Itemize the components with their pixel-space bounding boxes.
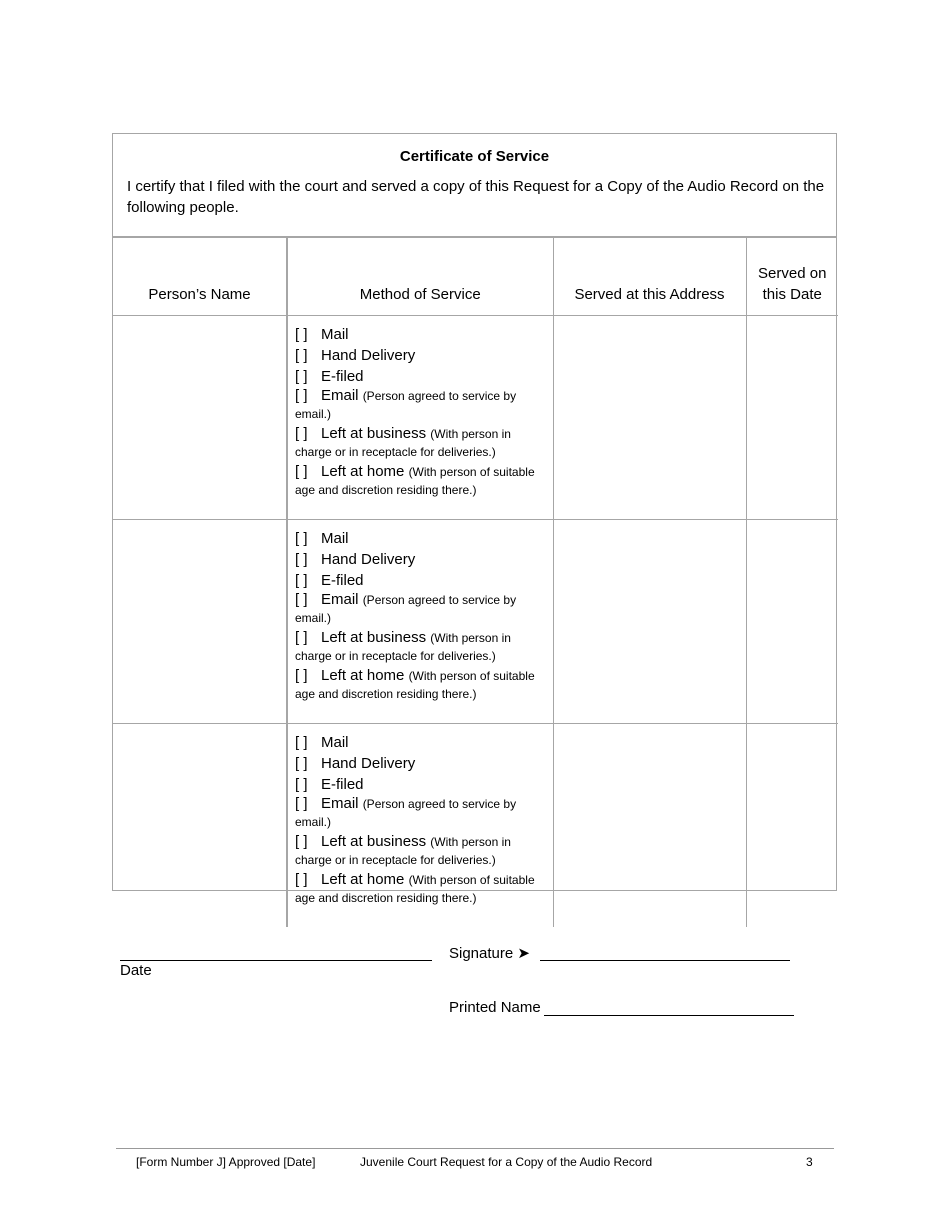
person-name-cell[interactable] [113, 316, 287, 520]
method-of-service-cell [287, 724, 553, 928]
option-email[interactable] [295, 591, 549, 627]
checkbox[interactable]: [ ] [295, 530, 308, 547]
option-label: Left at business [321, 425, 427, 442]
option-e-filed[interactable] [295, 570, 549, 591]
header-method-of-service: Method of Service [287, 238, 553, 316]
table-header-row [113, 238, 838, 316]
option-label: Email [321, 387, 359, 404]
option-label: E-filed [321, 572, 364, 589]
method-of-service-cell [287, 316, 553, 520]
option-note: (Person agreed to service by email.) [295, 797, 517, 829]
date-line[interactable] [120, 940, 432, 961]
signature-area [120, 940, 820, 1030]
option-hand-delivery[interactable] [295, 753, 549, 774]
served-date-cell[interactable] [746, 520, 838, 724]
option-email[interactable] [295, 795, 549, 831]
footer-page-number: 3 [806, 1155, 813, 1169]
signature-label: Signature ➤ [449, 945, 530, 962]
option-label: Email [321, 795, 359, 812]
checkbox[interactable]: [ ] [295, 667, 308, 684]
header-persons-name: Person’s Name [113, 238, 287, 316]
footer-form-number: [Form Number J] Approved [Date] [136, 1155, 316, 1169]
certificate-of-service-box [112, 133, 837, 905]
checkbox[interactable]: [ ] [295, 734, 308, 751]
footer-divider [116, 1148, 834, 1149]
table-row [113, 724, 838, 928]
option-note: (Person agreed to service by email.) [295, 389, 517, 421]
served-date-cell[interactable] [746, 724, 838, 928]
option-note: (With person of suitable age and discretion residing there.) [295, 873, 535, 905]
checkbox[interactable]: [ ] [295, 551, 308, 568]
person-name-cell[interactable] [113, 520, 287, 724]
checkbox[interactable]: [ ] [295, 591, 308, 608]
option-label: Left at business [321, 833, 427, 850]
checkbox[interactable]: [ ] [295, 795, 308, 812]
checkbox[interactable]: [ ] [295, 833, 308, 850]
option-left-at-business[interactable] [295, 833, 549, 869]
header-served-date: Served on this Date [746, 238, 838, 316]
option-label: Left at business [321, 629, 427, 646]
option-note: (With person in charge or in receptacle for deliveries.) [295, 835, 511, 867]
checkbox[interactable]: [ ] [295, 368, 308, 385]
option-email[interactable] [295, 387, 549, 423]
option-label: Mail [321, 530, 349, 547]
served-date-cell[interactable] [746, 316, 838, 520]
certificate-title: Certificate of Service [399, 148, 550, 165]
option-label: Left at home [321, 667, 405, 684]
checkbox[interactable]: [ ] [295, 387, 308, 404]
served-address-cell[interactable] [553, 724, 746, 928]
option-e-filed[interactable] [295, 774, 549, 795]
option-label: Hand Delivery [321, 755, 416, 772]
option-label: Mail [321, 734, 349, 751]
option-left-at-business[interactable] [295, 629, 549, 665]
checkbox[interactable]: [ ] [295, 629, 308, 646]
option-label: Left at home [321, 463, 405, 480]
option-left-at-home[interactable] [295, 463, 549, 499]
printed-name-label: Printed Name [449, 999, 541, 1016]
option-note: (With person in charge or in receptacle for deliveries.) [295, 631, 511, 663]
option-label: Hand Delivery [321, 551, 416, 568]
option-note: (With person in charge or in receptacle for deliveries.) [295, 427, 511, 459]
header-served-address: Served at this Address [553, 238, 746, 316]
signature-line[interactable] [540, 940, 790, 961]
method-of-service-cell [287, 520, 553, 724]
option-note: (With person of suitable age and discretion residing there.) [295, 669, 535, 701]
option-e-filed[interactable] [295, 366, 549, 387]
person-name-cell[interactable] [113, 724, 287, 928]
printed-name-line[interactable] [544, 996, 794, 1016]
checkbox[interactable]: [ ] [295, 755, 308, 772]
option-label: Hand Delivery [321, 347, 416, 364]
table-row [113, 316, 838, 520]
option-mail[interactable] [295, 732, 549, 753]
checkbox[interactable]: [ ] [295, 572, 308, 589]
served-address-cell[interactable] [553, 316, 746, 520]
option-hand-delivery[interactable] [295, 345, 549, 366]
option-mail[interactable] [295, 528, 549, 549]
footer-form-title: Juvenile Court Request for a Copy of the Audio Record [360, 1155, 653, 1169]
certificate-header [113, 134, 836, 238]
option-label: Mail [321, 326, 349, 343]
checkbox[interactable]: [ ] [295, 326, 308, 343]
option-mail[interactable] [295, 324, 549, 345]
checkbox[interactable]: [ ] [295, 463, 308, 480]
served-address-cell[interactable] [553, 520, 746, 724]
option-label: Left at home [321, 871, 405, 888]
option-label: E-filed [321, 368, 364, 385]
checkbox[interactable]: [ ] [295, 347, 308, 364]
option-left-at-home[interactable] [295, 667, 549, 703]
checkbox[interactable]: [ ] [295, 776, 308, 793]
option-note: (Person agreed to service by email.) [295, 593, 517, 625]
table-row [113, 520, 838, 724]
option-left-at-home[interactable] [295, 871, 549, 907]
option-hand-delivery[interactable] [295, 549, 549, 570]
checkbox[interactable]: [ ] [295, 425, 308, 442]
date-label: Date [120, 962, 152, 979]
option-note: (With person of suitable age and discretion residing there.) [295, 465, 535, 497]
certificate-intro: I certify that I filed with the court and served a copy of this Request for a Copy of the Audio Record on the following people. [127, 178, 825, 216]
option-left-at-business[interactable] [295, 425, 549, 461]
service-table [113, 238, 838, 927]
option-label: Email [321, 591, 359, 608]
option-label: E-filed [321, 776, 364, 793]
checkbox[interactable]: [ ] [295, 871, 308, 888]
